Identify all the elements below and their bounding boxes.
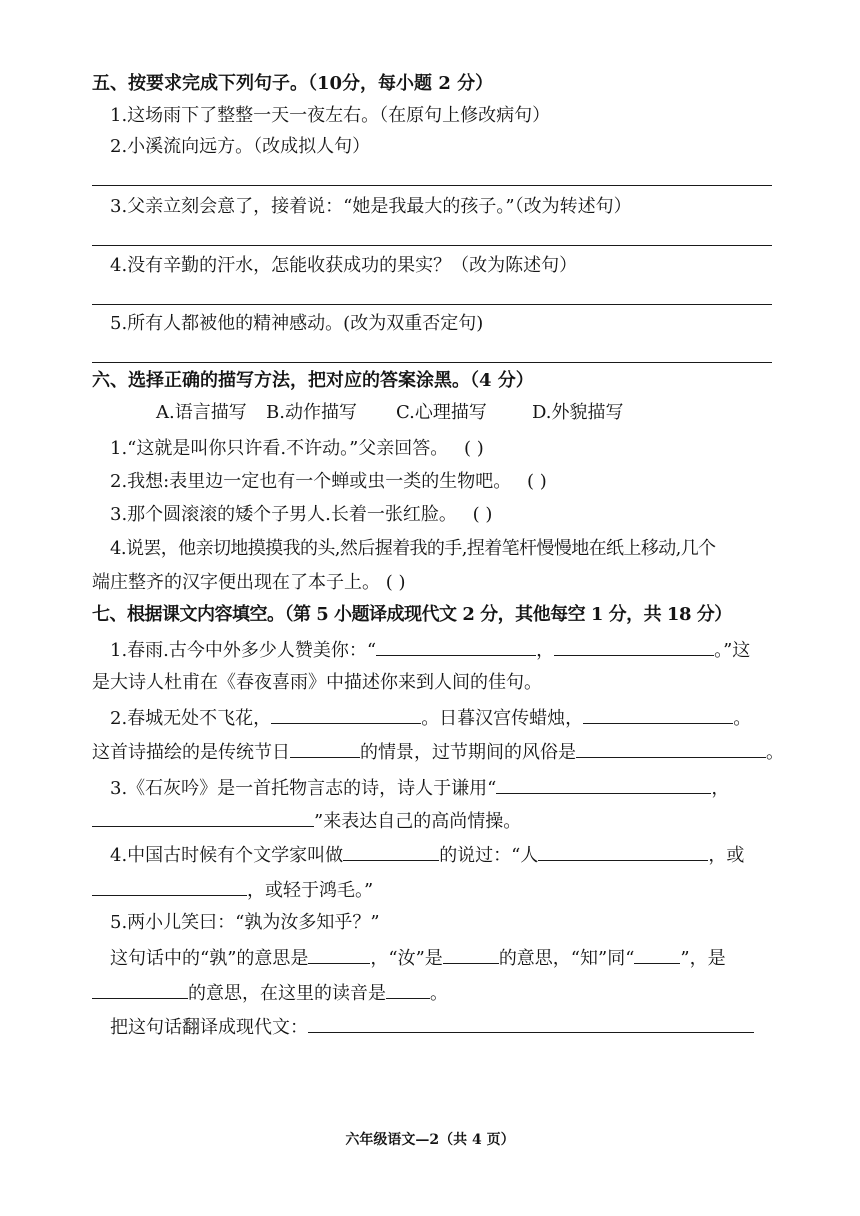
section-5-question-4: 4.没有辛勤的汗水，怎能收获成功的果实？（改为陈述句）	[110, 255, 578, 276]
fill-blank[interactable]	[634, 948, 680, 964]
question-text: 1.春雨.古今中外多少人赞美你：“	[110, 640, 377, 661]
section-7-question-2-line-2	[92, 742, 784, 762]
section-6-title: 六、选择正确的描写方法，把对应的答案涂黑。（4 分）	[92, 370, 534, 391]
option-c: C.心理描写	[396, 402, 487, 423]
answer-paren[interactable]: ( )	[526, 471, 547, 492]
question-text: 。	[766, 742, 784, 763]
answer-line[interactable]	[92, 185, 772, 186]
section-7-question-3-line-2	[92, 811, 521, 831]
option-d: D.外貌描写	[532, 402, 624, 423]
question-text: 的说过：“人	[439, 845, 539, 866]
question-text: ，	[536, 640, 555, 661]
section-5-question-3: 3.父亲立刻会意了，接着说：“她是我最大的孩子。”（改为转述句）	[110, 196, 632, 217]
section-7-question-5-line-4	[110, 1017, 754, 1037]
question-text: 4.中国古时候有个文学家叫做	[110, 845, 344, 866]
question-text: 的意思，在这里的读音是	[188, 983, 386, 1004]
question-text: ”来表达自己的高尚情操。	[314, 811, 522, 832]
question-text: 。	[733, 708, 752, 729]
section-7-question-5-line-2	[110, 948, 726, 968]
fill-blank[interactable]	[583, 708, 733, 724]
fill-blank[interactable]	[443, 948, 499, 964]
section-7-question-5-line-1: 5.两小儿笑曰：“孰为汝多知乎？”	[110, 912, 380, 933]
fill-blank[interactable]	[92, 880, 247, 896]
section-7-question-1-line-2: 是大诗人杜甫在《春夜喜雨》中描述你来到人间的佳句。	[92, 672, 542, 693]
question-text: 这首诗描绘的是传统节日	[92, 742, 290, 763]
fill-blank[interactable]	[386, 983, 430, 999]
section-7-question-2-line-1	[110, 708, 751, 728]
question-text: 2.春城无处不飞花，	[110, 708, 272, 729]
answer-paren[interactable]: ( )	[472, 504, 493, 525]
section-6-question-2	[110, 473, 547, 491]
option-b: B.动作描写	[266, 402, 357, 423]
answer-line[interactable]	[92, 304, 772, 305]
section-7-question-4-line-1	[110, 845, 744, 865]
question-text: ，	[711, 778, 730, 799]
fill-blank[interactable]	[554, 640, 714, 656]
question-text: 这句话中的“孰”的意思是	[110, 948, 309, 969]
question-text: ，“汝”是	[370, 948, 443, 969]
fill-blank[interactable]	[576, 742, 766, 758]
question-text: 。”这	[714, 640, 751, 661]
section-5-question-5: 5.所有人都被他的精神感动。(改为双重否定句)	[110, 313, 484, 334]
question-text: 。	[430, 983, 448, 1004]
fill-blank[interactable]	[92, 983, 188, 999]
fill-blank[interactable]	[271, 708, 421, 724]
fill-blank[interactable]	[343, 845, 439, 861]
section-5-title: 五、按要求完成下列句子。（10分，每小题 2 分）	[92, 73, 494, 94]
section-6-question-1	[110, 440, 484, 458]
answer-paren[interactable]: ( )	[464, 438, 484, 459]
question-text: 3.那个圆滚滚的矮个子男人.长着一张红脸。	[110, 504, 457, 525]
section-5-question-1: 1.这场雨下了整整一天一夜左右。（在原句上修改病句）	[110, 105, 551, 126]
section-6-question-4-line-1: 4.说罢，他亲切地摸摸我的头,然后握着我的手,捏着笔杆慢慢地在纸上移动,几个	[110, 538, 716, 559]
section-7-title: 七、根据课文内容填空。（第 5 小题译成现代文 2 分，其他每空 1 分，共 18 分）	[92, 604, 732, 625]
question-text: 2.我想:表里边一定也有一个蝉或虫一类的生物吧。	[110, 471, 512, 492]
question-text: 把这句话翻译成现代文：	[110, 1017, 308, 1038]
fill-blank[interactable]	[308, 948, 370, 964]
section-7-question-5-line-3	[92, 983, 448, 1003]
section-5-question-2: 2.小溪流向远方。（改成拟人句）	[110, 136, 371, 157]
question-text: 3.《石灰吟》是一首托物言志的诗，诗人于谦用“	[110, 778, 497, 799]
question-text: ”，是	[680, 948, 726, 969]
question-text: 端庄整齐的汉字便出现在了本子上。	[92, 572, 380, 593]
fill-blank[interactable]	[538, 845, 708, 861]
section-6-question-3	[110, 506, 492, 524]
question-text: 1.“这就是叫你只许看.不许动。”父亲回答。	[110, 438, 449, 459]
question-text: ，或	[708, 845, 745, 866]
section-7-question-4-line-2	[92, 880, 373, 900]
question-text: 。日暮汉宫传蜡烛，	[421, 708, 584, 729]
fill-blank[interactable]	[290, 742, 360, 758]
section-7-question-3-line-1	[110, 778, 729, 798]
section-7-question-1-line-1	[110, 640, 750, 660]
fill-blank[interactable]	[92, 811, 314, 827]
option-a: A.语言描写	[156, 402, 247, 423]
fill-blank[interactable]	[376, 640, 536, 656]
fill-blank[interactable]	[496, 778, 711, 794]
question-text: ，或轻于鸿毛。”	[247, 880, 374, 901]
answer-paren[interactable]: ( )	[385, 572, 406, 593]
section-6-question-4-line-2	[92, 574, 406, 592]
question-text: 的情景，过节期间的风俗是	[360, 742, 576, 763]
question-text: 的意思，“知”同“	[498, 948, 635, 969]
answer-line[interactable]	[92, 362, 772, 363]
fill-blank[interactable]	[308, 1017, 754, 1033]
page-footer: 六年级语文—2（共 4 页）	[345, 1132, 515, 1148]
answer-line[interactable]	[92, 245, 772, 246]
